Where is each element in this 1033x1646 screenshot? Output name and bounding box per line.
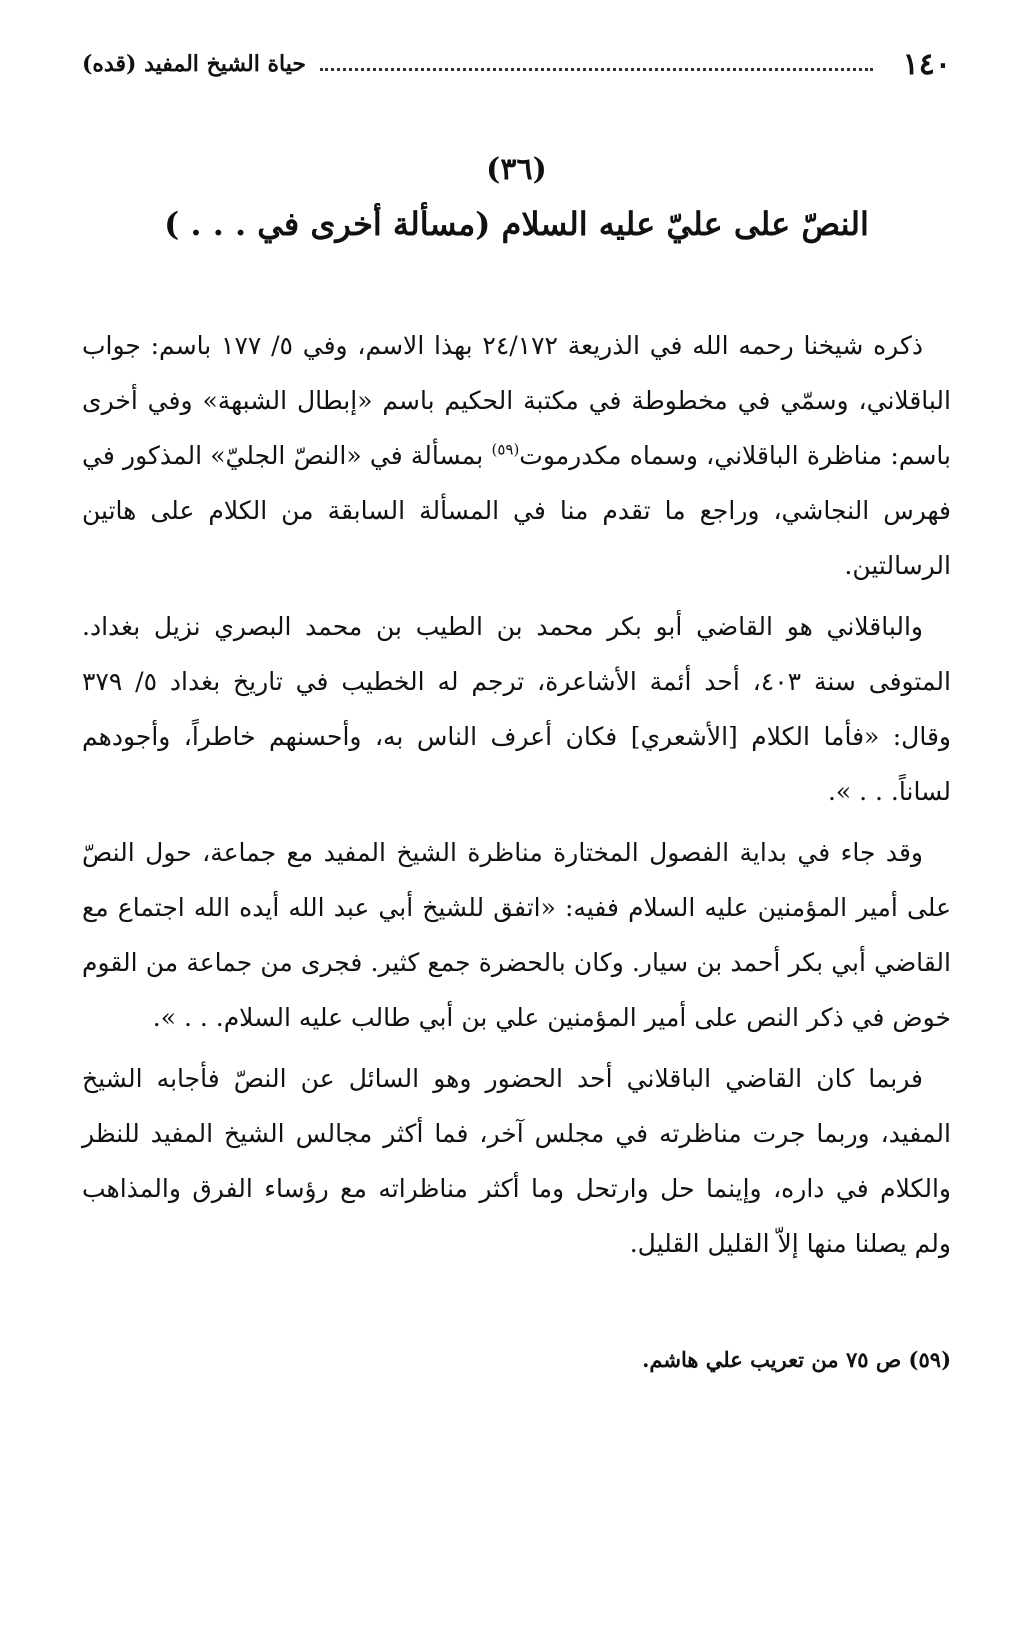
paragraph-4: فربما كان القاضي الباقلاني أحد الحضور وهو السائل عن النصّ فأجابه الشيخ المفيد، وربما جرت مناظرته في مجلس آخر، فما أكثر مجالس الشيخ المفيد للنظر والكلام في داره، وإينما حل وارتحل وما أكثر مناظراته مع رؤساء الفرق والمذاهب ولم يصلنا منها إلاّ القليل القليل. — [82, 1064, 951, 1258]
footnote: (٥٩) ص ٧٥ من تعريب علي هاشم. — [642, 1347, 951, 1372]
paragraph-3: وقد جاء في بداية الفصول المختارة مناظرة الشيخ المفيد مع جماعة، حول النصّ على أمير المؤمنين عليه السلام ففيه: «اتفق للشيخ أبي عبد الله أيده الله اجتماع مع القاضي أبي بكر أحمد بن سيار. وكان بالحضرة جمع كثير. فجرى من جماعة من القوم خوض في ذكر النص على أمير المؤمنين علي بن أبي طالب عليه السلام. . . ». — [82, 838, 951, 1032]
paragraph-1-part-b: بمسألة في «النصّ الجليّ» المذكور في فهرس النجاشي، وراجع ما تقدم منا في المسألة السابقة من الكلام على هاتين الرسالتين. — [82, 441, 951, 580]
body-text — [82, 318, 951, 1271]
running-title: حياة الشيخ المفيد (قده) — [82, 51, 306, 77]
paragraph-2: والباقلاني هو القاضي أبو بكر محمد بن الطيب بن محمد البصري نزيل بغداد. المتوفى سنة ٤٠٣، أحد أئمة الأشاعرة، ترجم له الخطيب في تاريخ بغداد ٥/ ٣٧٩ وقال: «فأما الكلام [الأشعري] فكان أعرف الناس به، وأحسنهم خاطراً، وأجودهم لساناً. . . ». — [82, 612, 951, 806]
section-title: النصّ على عليّ عليه السلام (مسألة أخرى في . . . ) — [164, 205, 869, 243]
footnote-reference: (٥٩) — [491, 440, 520, 459]
section-number: (٣٦) — [486, 152, 547, 187]
page-number: ١٤٠ — [902, 46, 951, 82]
paragraph-1-part-a: ذكره شيخنا رحمه الله في الذريعة ٢٤/١٧٢ بهذا الاسم، وفي ٥/ ١٧٧ باسم: جواب الباقلاني، وسمّي في مخطوطة في مكتبة الحكيم باسم «إبطال الشبهة» وفي أخرى باسم: مناظرة الباقلاني، وسماه مكدرموت — [82, 331, 952, 470]
paragraph-1 — [82, 318, 951, 593]
page-header — [82, 44, 951, 84]
dotted-leader — [320, 54, 873, 71]
